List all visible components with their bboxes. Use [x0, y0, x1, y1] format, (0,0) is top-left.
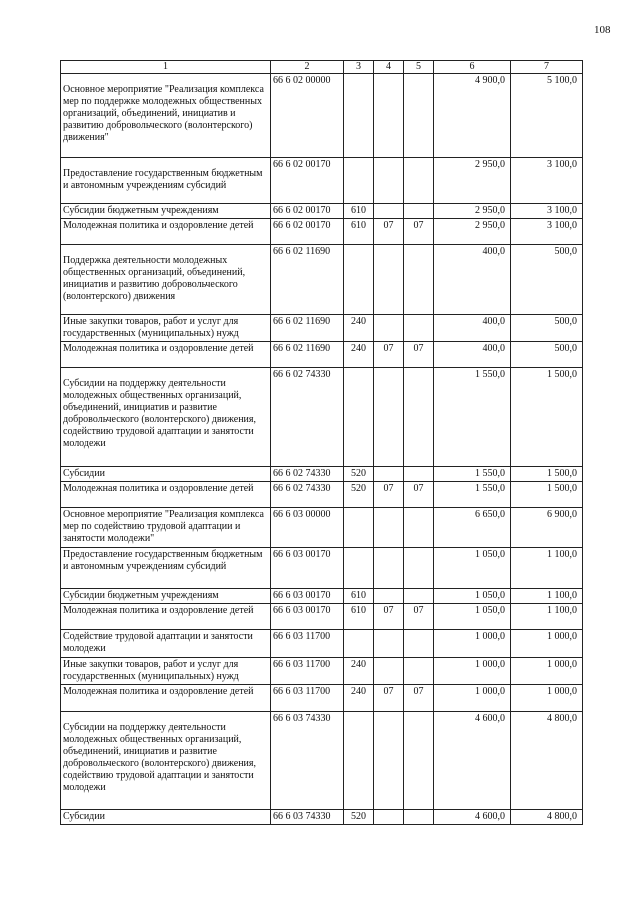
expense-type — [344, 158, 374, 204]
target-code: 66 6 02 11690 — [271, 245, 344, 315]
section — [374, 810, 404, 825]
target-code: 66 6 03 00170 — [271, 604, 344, 630]
column-header: 6 — [434, 61, 511, 74]
column-header: 4 — [374, 61, 404, 74]
row-name: Поддержка деятельности молодежных общественных организаций, объединений, инициатив и развитию добровольческого (волонтерского) движения — [63, 255, 246, 302]
target-code: 66 6 03 11700 — [271, 630, 344, 658]
section — [374, 158, 404, 204]
row-name-cell — [61, 658, 271, 685]
target-code: 66 6 03 00000 — [271, 508, 344, 548]
target-code: 66 6 03 11700 — [271, 658, 344, 685]
amount-year-1: 4 900,0 — [434, 74, 511, 158]
expense-type: 520 — [344, 810, 374, 825]
section — [374, 630, 404, 658]
amount-year-2: 500,0 — [511, 245, 583, 315]
row-name: Основное мероприятие "Реализация комплекса мер по поддержке молодежных общественных организаций, объединений, инициатив и развитию добровольческого (волонтерского) движения" — [63, 84, 264, 143]
row-name-cell — [61, 467, 271, 482]
table-row — [61, 74, 583, 158]
amount-year-1: 400,0 — [434, 342, 511, 368]
expense-type: 610 — [344, 589, 374, 604]
table-row — [61, 368, 583, 467]
amount-year-1: 4 600,0 — [434, 810, 511, 825]
subsection: 07 — [404, 342, 434, 368]
section — [374, 467, 404, 482]
amount-year-1: 1 000,0 — [434, 630, 511, 658]
amount-year-1: 1 550,0 — [434, 467, 511, 482]
amount-year-1: 1 050,0 — [434, 548, 511, 589]
row-name-cell — [61, 508, 271, 548]
subsection — [404, 245, 434, 315]
subsection — [404, 548, 434, 589]
page-number: 108 — [594, 24, 611, 36]
row-name-cell — [61, 685, 271, 712]
amount-year-1: 1 050,0 — [434, 604, 511, 630]
table-row — [61, 467, 583, 482]
amount-year-1: 4 600,0 — [434, 712, 511, 810]
target-code: 66 6 02 74330 — [271, 467, 344, 482]
expense-type — [344, 368, 374, 467]
amount-year-2: 1 100,0 — [511, 604, 583, 630]
amount-year-2: 1 000,0 — [511, 630, 583, 658]
amount-year-2: 6 900,0 — [511, 508, 583, 548]
subsection — [404, 712, 434, 810]
amount-year-1: 2 950,0 — [434, 158, 511, 204]
subsection — [404, 508, 434, 548]
subsection — [404, 74, 434, 158]
section — [374, 658, 404, 685]
target-code: 66 6 02 00000 — [271, 74, 344, 158]
section: 07 — [374, 482, 404, 508]
subsection — [404, 658, 434, 685]
expense-type: 520 — [344, 482, 374, 508]
subsection — [404, 810, 434, 825]
section: 07 — [374, 219, 404, 245]
amount-year-2: 3 100,0 — [511, 204, 583, 219]
expense-type — [344, 74, 374, 158]
target-code: 66 6 02 00170 — [271, 219, 344, 245]
subsection: 07 — [404, 685, 434, 712]
row-name-cell — [61, 74, 271, 158]
table-row — [61, 342, 583, 368]
expense-type: 610 — [344, 204, 374, 219]
row-name-cell — [61, 219, 271, 245]
target-code: 66 6 03 74330 — [271, 712, 344, 810]
row-name: Молодежная политика и оздоровление детей — [63, 220, 254, 231]
row-name: Субсидии на поддержку деятельности молодежных общественных организаций, объединений, инициатив и развитие добровольческого (волонтерского) движения, содействию трудовой адаптации и занятости молодежи — [63, 378, 256, 449]
amount-year-2: 1 500,0 — [511, 467, 583, 482]
row-name-cell — [61, 368, 271, 467]
table-row — [61, 219, 583, 245]
row-name-cell — [61, 810, 271, 825]
table-row — [61, 658, 583, 685]
row-name-cell — [61, 548, 271, 589]
amount-year-2: 1 000,0 — [511, 685, 583, 712]
row-name: Иные закупки товаров, работ и услуг для государственных (муниципальных) нужд — [63, 316, 239, 339]
expense-type: 610 — [344, 219, 374, 245]
row-name-cell — [61, 342, 271, 368]
column-header: 5 — [404, 61, 434, 74]
expense-type: 610 — [344, 604, 374, 630]
target-code: 66 6 03 00170 — [271, 589, 344, 604]
table-row — [61, 630, 583, 658]
table-row — [61, 604, 583, 630]
subsection — [404, 204, 434, 219]
target-code: 66 6 02 00170 — [271, 204, 344, 219]
section: 07 — [374, 685, 404, 712]
table-row — [61, 589, 583, 604]
row-name-cell — [61, 630, 271, 658]
expense-type: 240 — [344, 658, 374, 685]
expense-type: 520 — [344, 467, 374, 482]
expense-type — [344, 548, 374, 589]
amount-year-2: 3 100,0 — [511, 219, 583, 245]
section — [374, 204, 404, 219]
row-name: Субсидии бюджетным учреждениям — [63, 590, 219, 601]
amount-year-1: 1 050,0 — [434, 589, 511, 604]
row-name-cell — [61, 604, 271, 630]
subsection — [404, 368, 434, 467]
section — [374, 712, 404, 810]
column-number-row — [61, 61, 583, 74]
amount-year-1: 2 950,0 — [434, 204, 511, 219]
amount-year-1: 2 950,0 — [434, 219, 511, 245]
amount-year-2: 500,0 — [511, 315, 583, 342]
table-row — [61, 482, 583, 508]
row-name: Молодежная политика и оздоровление детей — [63, 686, 254, 697]
section: 07 — [374, 604, 404, 630]
row-name: Субсидии — [63, 468, 105, 479]
row-name: Субсидии — [63, 811, 105, 822]
row-name-cell — [61, 712, 271, 810]
column-header: 3 — [344, 61, 374, 74]
target-code: 66 6 02 11690 — [271, 315, 344, 342]
subsection: 07 — [404, 482, 434, 508]
subsection — [404, 315, 434, 342]
amount-year-1: 1 550,0 — [434, 368, 511, 467]
table-row — [61, 548, 583, 589]
amount-year-1: 400,0 — [434, 245, 511, 315]
column-header: 2 — [271, 61, 344, 74]
row-name-cell — [61, 245, 271, 315]
subsection — [404, 630, 434, 658]
target-code: 66 6 02 11690 — [271, 342, 344, 368]
amount-year-2: 1 100,0 — [511, 589, 583, 604]
budget-table — [60, 60, 583, 825]
section — [374, 245, 404, 315]
section — [374, 548, 404, 589]
column-header: 1 — [61, 61, 271, 74]
row-name: Субсидии бюджетным учреждениям — [63, 205, 219, 216]
amount-year-2: 1 500,0 — [511, 368, 583, 467]
table-row — [61, 508, 583, 548]
amount-year-1: 400,0 — [434, 315, 511, 342]
row-name: Предоставление государственным бюджетным и автономным учреждениям субсидий — [63, 168, 263, 191]
subsection — [404, 589, 434, 604]
row-name-cell — [61, 315, 271, 342]
subsection: 07 — [404, 604, 434, 630]
row-name: Молодежная политика и оздоровление детей — [63, 483, 254, 494]
amount-year-1: 6 650,0 — [434, 508, 511, 548]
row-name: Предоставление государственным бюджетным и автономным учреждениям субсидий — [63, 549, 263, 572]
amount-year-2: 1 000,0 — [511, 658, 583, 685]
subsection: 07 — [404, 219, 434, 245]
amount-year-2: 3 100,0 — [511, 158, 583, 204]
amount-year-2: 1 100,0 — [511, 548, 583, 589]
expense-type: 240 — [344, 342, 374, 368]
row-name-cell — [61, 204, 271, 219]
table-row — [61, 245, 583, 315]
column-header: 7 — [511, 61, 583, 74]
amount-year-2: 4 800,0 — [511, 810, 583, 825]
target-code: 66 6 03 74330 — [271, 810, 344, 825]
amount-year-1: 1 000,0 — [434, 685, 511, 712]
expense-type — [344, 630, 374, 658]
expense-type — [344, 508, 374, 548]
target-code: 66 6 02 74330 — [271, 368, 344, 467]
expense-type — [344, 712, 374, 810]
amount-year-2: 1 500,0 — [511, 482, 583, 508]
row-name: Основное мероприятие "Реализация комплекса мер по содействию трудовой адаптации и занятости молодежи" — [63, 509, 264, 544]
section — [374, 74, 404, 158]
subsection — [404, 158, 434, 204]
section — [374, 368, 404, 467]
section — [374, 589, 404, 604]
section: 07 — [374, 342, 404, 368]
table-row — [61, 158, 583, 204]
table-row — [61, 685, 583, 712]
subsection — [404, 467, 434, 482]
row-name-cell — [61, 482, 271, 508]
row-name-cell — [61, 158, 271, 204]
amount-year-2: 4 800,0 — [511, 712, 583, 810]
table-row — [61, 712, 583, 810]
expense-type — [344, 245, 374, 315]
target-code: 66 6 03 11700 — [271, 685, 344, 712]
section — [374, 508, 404, 548]
amount-year-1: 1 000,0 — [434, 658, 511, 685]
table-row — [61, 810, 583, 825]
row-name: Субсидии на поддержку деятельности молодежных общественных организаций, объединений, инициатив и развитие добровольческого (волонтерского) движения, содействию трудовой адаптации и занятости молодежи — [63, 722, 256, 793]
row-name-cell — [61, 589, 271, 604]
expense-type: 240 — [344, 315, 374, 342]
table-row — [61, 315, 583, 342]
target-code: 66 6 03 00170 — [271, 548, 344, 589]
row-name: Молодежная политика и оздоровление детей — [63, 343, 254, 354]
target-code: 66 6 02 74330 — [271, 482, 344, 508]
amount-year-1: 1 550,0 — [434, 482, 511, 508]
amount-year-2: 5 100,0 — [511, 74, 583, 158]
table-row — [61, 204, 583, 219]
target-code: 66 6 02 00170 — [271, 158, 344, 204]
row-name: Молодежная политика и оздоровление детей — [63, 605, 254, 616]
section — [374, 315, 404, 342]
expense-type: 240 — [344, 685, 374, 712]
amount-year-2: 500,0 — [511, 342, 583, 368]
row-name: Содействие трудовой адаптации и занятости молодежи — [63, 631, 253, 654]
row-name: Иные закупки товаров, работ и услуг для государственных (муниципальных) нужд — [63, 659, 239, 682]
